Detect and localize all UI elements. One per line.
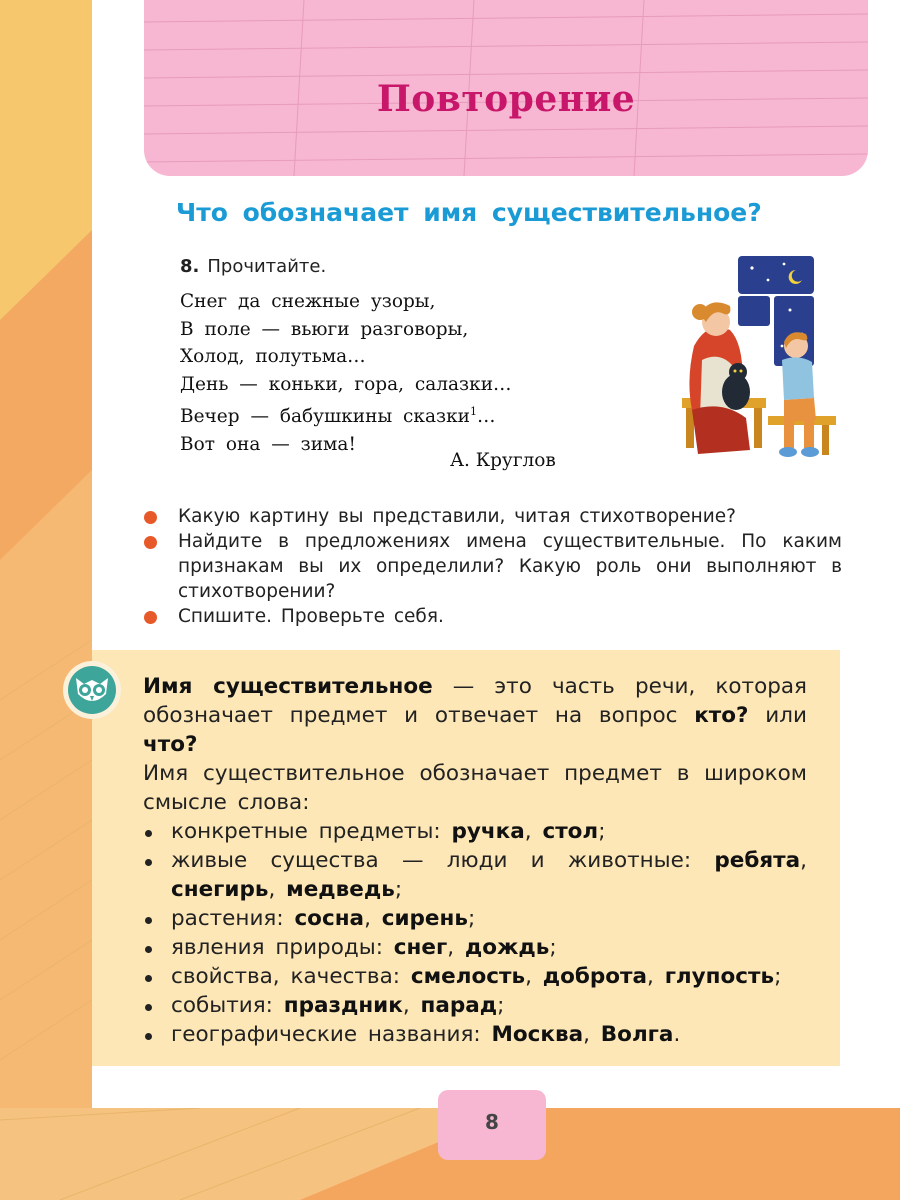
- rule-definition: [143, 672, 807, 759]
- rule-list-item: растения: сосна, сирень;: [143, 904, 807, 933]
- bullet-icon: [145, 946, 152, 953]
- poem-line: Вот она — зима!: [180, 434, 356, 456]
- page-number-tab: [438, 1090, 546, 1160]
- rule-list-item: географические названия: Москва, Волга.: [143, 1020, 807, 1049]
- bullet-icon: [144, 536, 157, 549]
- bullet-icon: [145, 830, 152, 837]
- section-title: Что обозначает имя существительное?: [176, 198, 762, 227]
- exercise-instruction: Прочитайте.: [207, 256, 327, 277]
- poem-line: [180, 398, 600, 431]
- exercise-header: [180, 256, 326, 277]
- bullet-icon: [144, 511, 157, 524]
- rule-question-who: кто?: [694, 703, 749, 728]
- exercise-number: 8.: [180, 256, 200, 277]
- question-text: Какую картину вы представили, читая стихотворение?: [178, 506, 737, 527]
- bullet-icon: [145, 975, 152, 982]
- rule-definition-text: — это часть речи, которая обозначает предмет и отвечает на вопрос: [143, 674, 807, 728]
- question-item: [142, 529, 842, 604]
- poem-line: В поле — вьюги разговоры,: [180, 318, 469, 340]
- bullet-icon: [145, 859, 152, 866]
- question-item: [142, 504, 842, 529]
- rule-list-item: явления природы: снег, дождь;: [143, 933, 807, 962]
- rule-question-what: что?: [143, 732, 198, 757]
- rule-list-item: свойства, качества: смелость, доброта, глупость;: [143, 962, 807, 991]
- poem-line-ellipsis: …: [476, 406, 496, 428]
- rule-intro: Имя существительное обозначает предмет в широком смысле слова:: [143, 761, 807, 815]
- rule-term: Имя существительное: [143, 674, 433, 699]
- header-tab: [144, 0, 868, 176]
- poem: [180, 288, 600, 459]
- question-text: Спишите. Проверьте себя.: [178, 606, 444, 627]
- poem-line: Снег да снежные узоры,: [180, 291, 436, 312]
- poem-line: Холод, полутьма…: [180, 346, 366, 368]
- bullet-icon: [144, 611, 157, 624]
- rule-list-item: конкретные предметы: ручка, стол;: [143, 817, 807, 846]
- rule-or: или: [765, 703, 807, 728]
- rule-list-item: живые существа — люди и животные: ребята, снегирь, медведь;: [143, 846, 807, 904]
- owl-icon: [62, 660, 122, 720]
- questions-list: [142, 504, 842, 629]
- poem-author: А. Круглов: [450, 450, 556, 471]
- poem-line-text: Вечер — бабушкины сказки: [180, 406, 470, 428]
- footnote-mark: 1: [469, 405, 477, 419]
- page-number: 8: [485, 1110, 499, 1134]
- bullet-icon: [145, 1033, 152, 1040]
- page-title: Повторение: [376, 78, 636, 120]
- rule-list-item: события: праздник, парад;: [143, 991, 807, 1020]
- question-text: Найдите в предложениях имена существительные. По каким признакам вы их определили? Какую роль они выполняют в стихотворении?: [178, 531, 842, 602]
- question-item: [142, 604, 842, 629]
- bullet-icon: [145, 1004, 152, 1011]
- bullet-icon: [145, 917, 152, 924]
- poem-line: День — коньки, гора, салазки…: [180, 373, 512, 395]
- rule-text: [143, 672, 807, 1049]
- grandmother-child-illustration: [672, 250, 848, 468]
